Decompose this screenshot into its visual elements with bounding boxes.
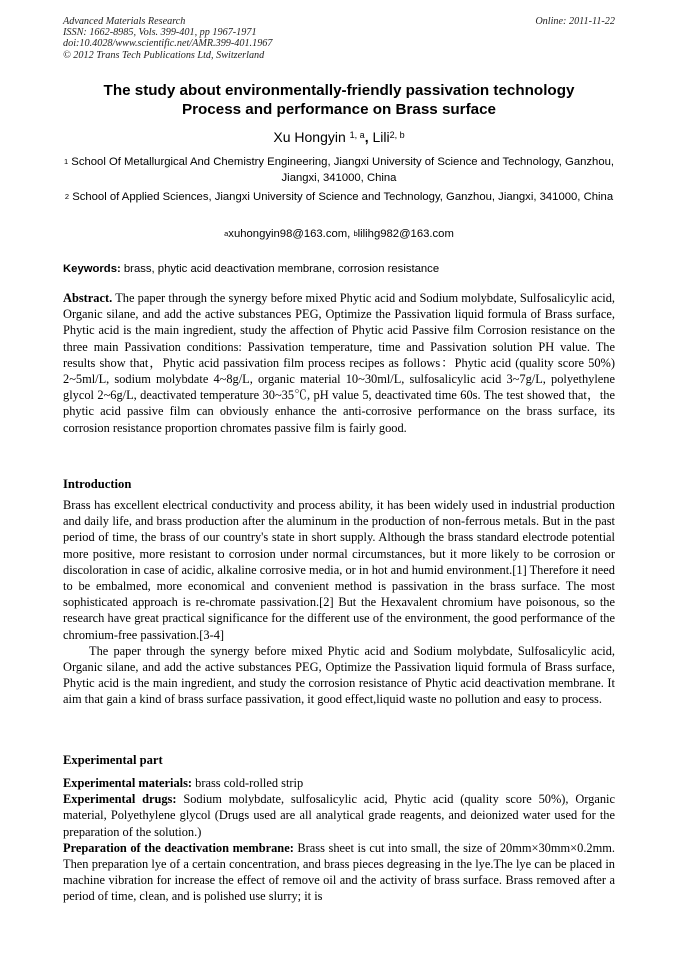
affiliation-1-text: School Of Metallurgical And Chemistry Engineering, Jiangxi University of Science and Technology, Ganzhou, Jiangxi, 341000, China <box>71 156 615 184</box>
author-2-affil: 2, b <box>389 130 405 140</box>
keywords-text: brass, phytic acid deactivation membrane, corrosion resistance <box>120 263 440 275</box>
author-2-name: Lili <box>372 129 390 145</box>
introduction-heading: Introduction <box>63 477 132 491</box>
introduction-body <box>63 497 615 708</box>
preparation-label: Preparation of the deactivation membrane: <box>63 840 294 855</box>
drugs-text: Sodium molybdate, sulfosalicylic acid, Phytic acid (quality score 50%), Organic material, Polyethylene glycol (Drugs used are all analytical grade reagents, and deionized water used for the preparation of the solution.) <box>63 792 616 839</box>
author-1-name: Xu Hongyin <box>273 129 346 145</box>
email-a-mark: a <box>224 229 229 238</box>
experimental-body <box>63 775 615 905</box>
copyright-line: © 2012 Trans Tech Publications Ltd, Switzerland <box>63 49 265 61</box>
drugs-label: Experimental drugs: <box>63 792 177 807</box>
title-line-1: The study about environmentally-friendly passivation technology <box>103 82 575 99</box>
author-emails <box>40 227 638 242</box>
preparation-paragraph <box>63 840 615 905</box>
materials-label: Experimental materials: <box>63 776 193 790</box>
introduction-paragraph-1: Brass has excellent electrical conductivity and process ability, it has been widely used in industrial production and daily life, and brass production after the aluminum in the production of non-ferrous metals. But in the past period of time, the brass of our country's state in short supply. Although the brass standard electrode potential more positive, more resistant to corrosion under normal circumstances, but it more likely to be corrosion or discoloration in case of acidic, alkaline corrosive media, or in hot and humid environment.[1] Therefore it need to be embalmed, more economical and convenient method is passivation in the brass surface. The most sophisticated approach is re-chromate passivation.[2] But the Hexavalent chromium have poisonous, so the research have great practical significance for the different use of the environment, the good performance of the chromium-free passivation.[3-4] <box>63 498 615 642</box>
materials-paragraph <box>63 775 615 791</box>
abstract-label: Abstract. <box>63 291 113 305</box>
introduction-paragraph-2: The paper through the synergy before mixed Phytic acid and Sodium molybdate, Sulfosalicylic acid, Organic silane, and add the active substances PEG, Optimize the Passivation liquid formula of Brass surface, Phytic acid is the main ingredient, and study the corrosion resistance of Phytic acid deactivation membrane. It aim that gain a kind of brass surface passivation, it good effect,liquid waste no pollution and easy to process. <box>63 643 615 707</box>
affiliation-2-text: School of Applied Sciences, Jiangxi University of Science and Technology, Ganzhou, Jiangxi, 341000, China <box>72 191 614 203</box>
experimental-heading: Experimental part <box>63 753 163 767</box>
journal-name: Advanced Materials Research <box>63 16 186 27</box>
keywords-label: Keywords: <box>63 263 121 275</box>
abstract <box>63 290 615 436</box>
email-a[interactable]: xuhongyin98@163.com <box>228 228 348 240</box>
drugs-paragraph <box>63 791 615 840</box>
author-1-affil: 1, a <box>349 130 365 140</box>
affiliation-1-mark: 1 <box>63 157 69 166</box>
journal-header <box>63 16 272 61</box>
abstract-text: The paper through the synergy before mixed Phytic acid and Sodium molybdate, Sulfosalicylic acid, Organic silane, and add the active substances PEG, Optimize the Passivation liquid formula of Brass surface, Phytic acid is the main ingredient, study the affection of Phytic acid Passive film Corrosion resistance on the three main Passivation conditions: Passivation temperature, time and Passivation solution PH value. The results show that，Phytic acid passivation film process recipes as follows：Phytic acid (quality score 50%) 2~5ml/L, sodium molybdate 4~8g/L, organic material 10~30ml/L, sulfosalicylic acid 3~7g/L, polyethylene glycol 2~6g/L, deactivated temperature 30~35℃, pH value 5, deactivated time 60s. The test showed that，the phytic acid passive film can obviously enhance the anti-corrosive performance on the brass surface, its corrosion resistance proportion chromates passive film is fairly good. <box>63 291 615 435</box>
email-separator: , <box>347 228 354 240</box>
online-date: Online: 2011-11-22 <box>535 16 615 27</box>
affiliation-2 <box>60 190 618 206</box>
author-list <box>40 128 638 146</box>
email-b-mark: b <box>353 229 358 238</box>
affiliation-1 <box>60 155 618 186</box>
email-b[interactable]: lilihg982@163.com <box>357 228 454 240</box>
doi-line: doi:10.4028/www.scientific.net/AMR.399-401.1967 <box>63 38 273 50</box>
keywords <box>63 262 615 277</box>
affiliation-2-mark: 2 <box>64 192 70 201</box>
title-line-2: Process and performance on Brass surface <box>181 101 496 118</box>
preparation-text: Brass sheet is cut into small, the size of 20mm×30mm×0.2mm. Then preparation lye of a certain concentration, and brass pieces degreasing in the lye.The lye can be placed in machine vibration for increase the effect of remove oil and the activity of brass surface. Brass removed after a period of time, clean, and is polished use slurry; it is <box>63 840 615 904</box>
paper-title <box>40 81 638 119</box>
issn-line: ISSN: 1662-8985, Vols. 399-401, pp 1967-1971 <box>63 27 257 39</box>
materials-text: brass cold-rolled strip <box>192 776 304 790</box>
author-separator: , <box>364 129 373 145</box>
